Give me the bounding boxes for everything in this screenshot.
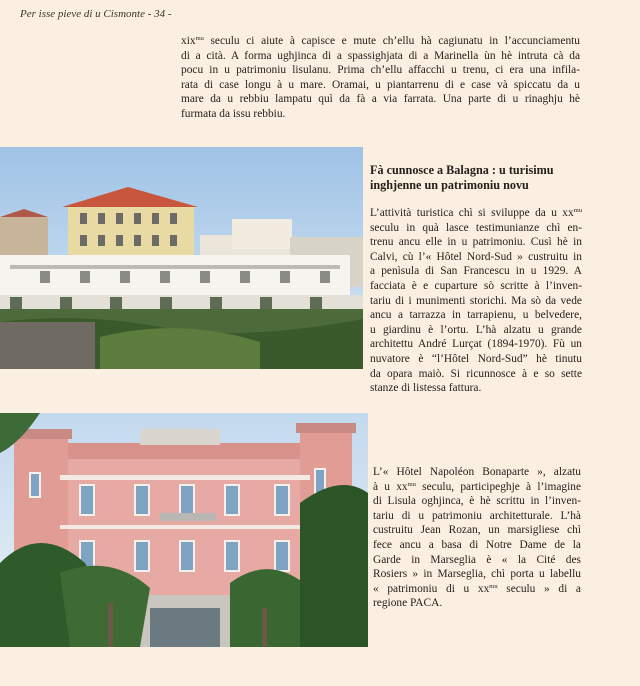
- text-line: [373, 567, 581, 582]
- text-line: [370, 308, 582, 323]
- text-segment: u giardinu è l’ortu. L’hà alzatu u grande: [370, 323, 582, 336]
- text-line: [373, 523, 581, 538]
- text-line: [373, 538, 581, 553]
- text-line: [370, 352, 582, 367]
- text-segment: fece ancu a basa di Notre Dame de la: [373, 538, 581, 551]
- text-line: [373, 596, 581, 611]
- text-line: [370, 367, 582, 382]
- text-segment: tariu di i munimenti storichi. Ma sò da vede: [370, 294, 582, 307]
- text-segment: di Lisula oghjinca, è hè scrittu in l’inven-: [373, 495, 581, 508]
- text-line: [370, 221, 582, 236]
- text-segment: rata di case longu à u mare. Oramai, u piantarrenu di e case và spiccatu da u: [181, 78, 580, 91]
- text-line: [181, 63, 580, 78]
- text-segment: ancu a tarrazza in tarrapienu, u belvedere,: [370, 309, 582, 322]
- text-segment: regione PACA.: [373, 597, 443, 610]
- text-line: [370, 294, 582, 309]
- text-segment: furmata da issu rebbiu.: [181, 107, 286, 120]
- text-line: [373, 465, 581, 480]
- section-heading-line-2: inghjenne un patrimoniu novu: [370, 178, 529, 192]
- text-segment: seculu » di a: [497, 582, 581, 595]
- text-segment: seculu in quà lasce testimunianze chì en-: [370, 221, 582, 234]
- text-line: [181, 49, 580, 64]
- text-segment: tariu di u patrimoniu architetturale. L’hà: [373, 509, 581, 522]
- text-line: [373, 509, 581, 524]
- text-segment: seculu ci aiute à capisce e mute ch’ellu hà cagiunatu in l’accunciamentu: [203, 35, 580, 47]
- text-line: [370, 323, 582, 338]
- text-segment: da opara maiò. Si ricunnosce à e so sette: [370, 367, 582, 380]
- superscript: mu: [489, 582, 498, 590]
- hotel-napoleon-photo: [0, 413, 368, 647]
- text-line: [370, 264, 582, 279]
- text-line: [373, 480, 581, 495]
- text-segment: a penìsula di San Francescu in u 1929. A: [370, 265, 582, 278]
- text-line: [370, 235, 582, 250]
- text-line: [370, 279, 582, 294]
- intro-paragraph: [181, 34, 580, 122]
- text-segment: xix: [181, 35, 196, 47]
- text-line: [370, 337, 582, 352]
- text-segment: architettu André Lurçat (1894-1970). Fù un: [370, 338, 582, 351]
- text-segment: custruitu Jean Rozan, un marsigliese chì: [373, 524, 581, 537]
- text-segment: trenu ancu elle in u patrimoniu. Cusì hè in: [370, 236, 582, 249]
- text-segment: mare da u rebbiu lampatu quì da fà a via farrata. Una parte di u rinaghju hè: [181, 93, 580, 106]
- text-line: [370, 381, 582, 396]
- text-line: [373, 553, 581, 568]
- text-segment: L’« Hôtel Napoléon Bonaparte », alzatu: [373, 466, 581, 478]
- text-segment: Calvi, cù l’« Hôtel Nord-Sud » custruitu in: [370, 250, 582, 263]
- text-line: [373, 494, 581, 509]
- text-segment: nuvatore è “l’Hôtel Nord-Sud” hè tinutu: [370, 352, 582, 365]
- section-paragraph: [370, 206, 582, 396]
- text-line: [181, 78, 580, 93]
- superscript: mu: [573, 207, 582, 214]
- text-segment: « patrimoniu di u xx: [373, 582, 490, 595]
- text-line: [181, 107, 580, 122]
- text-segment: pocu in u patrimoniu lisulanu. Prima ch’ellu affacchi u trenu, ci era una infila-: [181, 64, 580, 77]
- text-segment: seculu, participeghje à l’imagine: [415, 480, 581, 493]
- superscript: mu: [195, 35, 204, 42]
- running-header: Per isse pieve di u Cismonte - 34 -: [20, 8, 172, 20]
- text-segment: à u xx: [373, 480, 408, 493]
- text-line: [181, 92, 580, 107]
- text-segment: L’attività turistica chì si sviluppe da u xx: [370, 207, 574, 219]
- text-line: [181, 34, 580, 49]
- section-heading: [370, 163, 582, 193]
- text-segment: di a cità. A forma ughjinca di a spassighjata di a Marinella ùn hè intruta cà da: [181, 49, 580, 62]
- hotel-nord-sud-photo: [0, 147, 363, 369]
- text-line: [373, 582, 581, 597]
- napoleon-paragraph: [373, 465, 581, 611]
- section-heading-line-1: Fà cunnosce a Balagna : u turisimu: [370, 163, 554, 177]
- text-segment: Garde in Marseglia è « la Cité des: [373, 553, 581, 566]
- text-line: [370, 250, 582, 265]
- text-segment: Rosiers » in Marseglia, chì porta u labellu: [373, 568, 581, 581]
- text-segment: stanze di listessa fattura.: [370, 382, 482, 395]
- text-line: [370, 206, 582, 221]
- superscript: mu: [407, 480, 416, 488]
- text-segment: facciata è e cuparture sò scritte à l’inven-: [370, 279, 582, 292]
